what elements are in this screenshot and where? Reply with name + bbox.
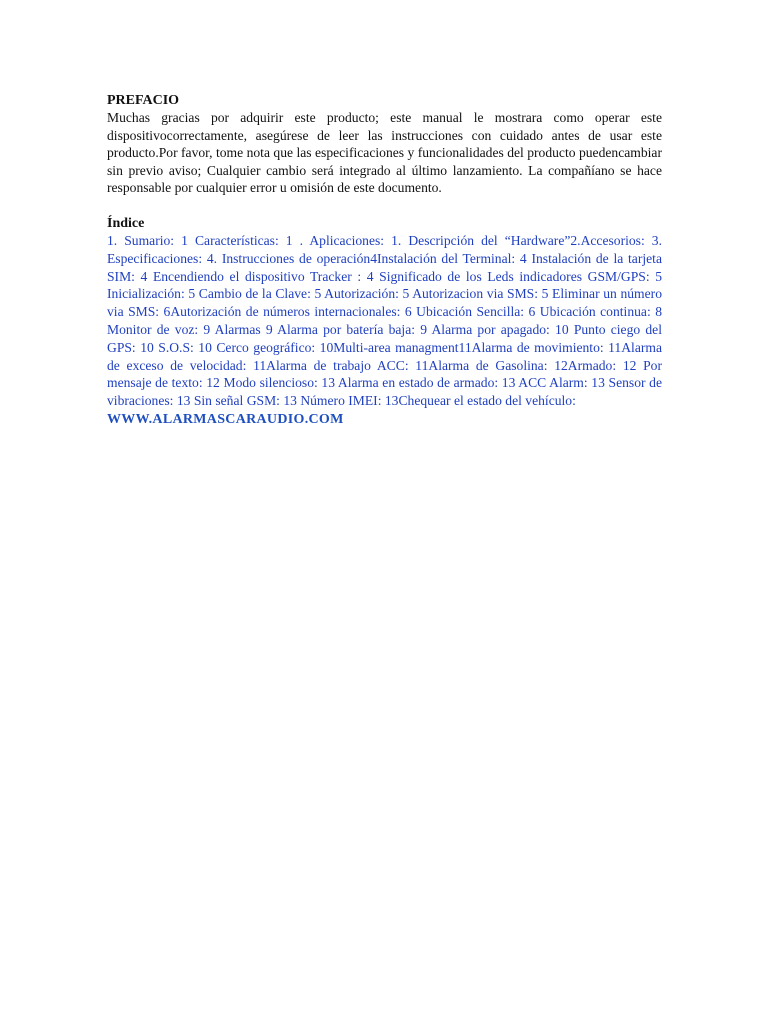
section-spacer (107, 197, 662, 215)
document-page (107, 92, 662, 428)
index-links-text[interactable]: 1. Sumario: 1 Características: 1 . Aplicaciones: 1. Descripción del “Hardware”2.Accesorios: 3. Especificaciones: 4. Instrucciones de operación4Instalación del Terminal: 4 Instalación de la tarjeta SIM: 4 Encendiendo el dispositivo Tracker : 4 Significado de los Leds indicadores GSM/GPS: 5 Inicialización: 5 Cambio de la Clave: 5 Autorización: 5 Autorizacion via SMS: 5 Eliminar un número via SMS: 6Autorización de números internacionales: 6 Ubicación Sencilla: 6 Ubicación continua: 8 Monitor de voz: 9 Alarmas 9 Alarma por batería baja: 9 Alarma por apagado: 10 Punto ciego del GPS: 10 S.O.S: 10 Cerco geográfico: 10Multi-area managment11Alarma de movimiento: 11Alarma de exceso de velocidad: 11Alarma de trabajo ACC: 11Alarma de Gasolina: 12Armado: 12 Por mensaje de texto: 12 Modo silencioso: 13 Alarma en estado de armado: 13 ACC Alarm: 13 Sensor de vibraciones: 13 Sin señal GSM: 13 Número IMEI: 13Chequear el estado del vehículo: (107, 232, 662, 409)
preface-text: Muchas gracias por adquirir este producto; este manual le mostrara como operar este dispositivocorrectamente, asegúrese de leer las instrucciones con cuidado antes de usar este producto.Por favor, tome nota que las especificaciones y funcionalidades del producto puedencambiar sin previo aviso; Cualquier cambio será integrado al último lanzamiento. La compañíano se hace responsable por cualquier error u omisión de este documento. (107, 110, 662, 196)
index-title: Índice (107, 215, 145, 231)
preface-title: PREFACIO (107, 93, 180, 108)
website-link[interactable]: WWW.ALARMASCARAUDIO.COM (107, 411, 344, 427)
index-links[interactable] (107, 232, 662, 410)
